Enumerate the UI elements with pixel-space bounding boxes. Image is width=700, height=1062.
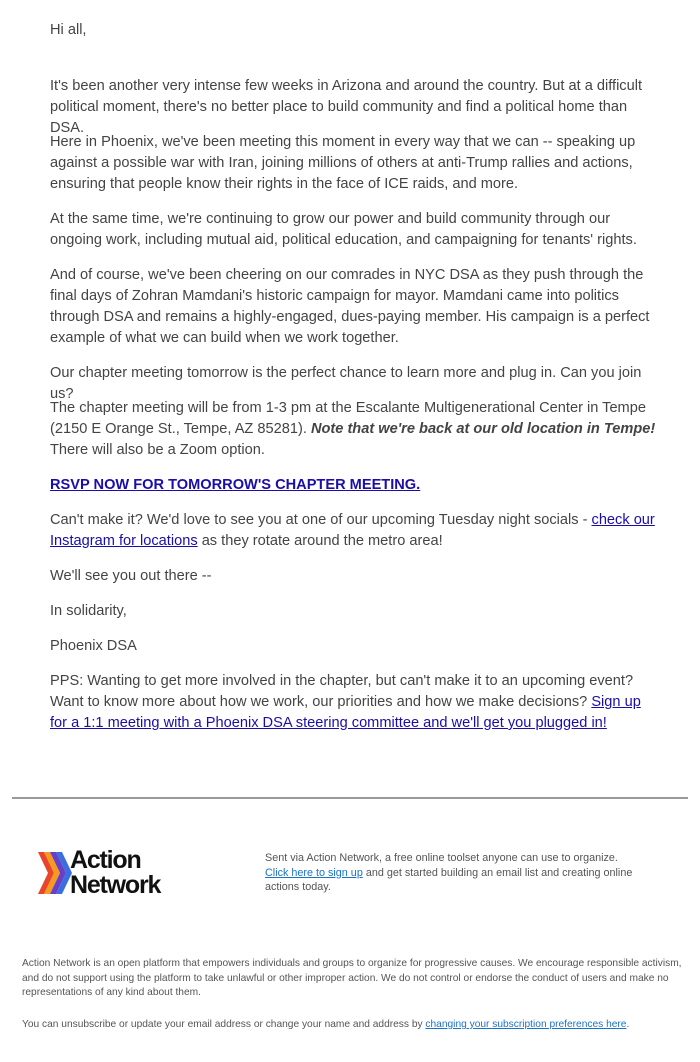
paragraph-growing-power: At the same time, we're continuing to grow our power and build community through our ongoing work, including mutual aid, political education, and campaigning for tenants' rights.: [50, 211, 637, 248]
paragraph-meeting-details: [50, 398, 660, 461]
unsubscribe-notice: [22, 1018, 682, 1033]
socials-text: Can't make it? We'd love to see you at one of our upcoming Tuesday night socials -: [50, 512, 592, 528]
rsvp-paragraph: [50, 475, 660, 496]
instagram-link[interactable]: check our Instagram for locations: [50, 512, 655, 549]
paragraph-phoenix: Here in Phoenix, we've been meeting this moment in every way that we can -- speaking up against a possible war with Iran, joining millions of others at anti-Trump rallies and actions, ensuring that people know their rights in the face of ICE raids, and more.: [50, 134, 636, 192]
signoff: In solidarity,: [50, 603, 127, 619]
greeting: Hi all,: [50, 22, 87, 38]
sign-up-link[interactable]: Click here to sign up: [265, 866, 363, 879]
pps-text: PPS: Wanting to get more involved in the chapter, but can't make it to an upcoming event? Want to know more about how we work, our priorities and how we make decisions?: [50, 673, 634, 710]
paragraph-mamdani: And of course, we've been cheering on our comrades in NYC DSA as they push through the final days of Zohran Mamdani's historic campaign for mayor. Mamdani came into politics through DSA and remains a highly-engaged, dues-paying member. His campaign is a perfect example of what we can build when we work together.: [50, 267, 650, 346]
location-note: Note that we're back at our old location in Tempe!: [310, 421, 656, 437]
steering-committee-link[interactable]: Sign up for a 1:1 meeting with a Phoenix DSA steering committee and we'll get you plugged in!: [50, 694, 641, 731]
unsubscribe-text: You can unsubscribe or update your email address or change your name and address by: [22, 1019, 426, 1030]
action-network-logo[interactable]: [38, 846, 198, 900]
paragraph-socials: [50, 510, 660, 552]
logo-word-action: Action: [70, 846, 141, 874]
paragraph-see-you: We'll see you out there --: [50, 568, 212, 584]
signature: Phoenix DSA: [50, 638, 137, 654]
logo-word-network: Network: [70, 871, 161, 899]
footer-divider: [12, 797, 688, 799]
sent-tail: and get started building an email list and creating online actions today.: [265, 866, 633, 893]
rsvp-link[interactable]: RSVP NOW FOR TOMORROW'S CHAPTER MEETING.: [50, 477, 421, 493]
platform-disclaimer: Action Network is an open platform that empowers individuals and groups to organize for progressive causes. We encourage responsible activism, and do not support using the platform to take unlawful or other improper action. We do not control or endorse the conduct of users and make no representations of any kind about them.: [22, 958, 682, 998]
sent-text: Sent via Action Network, a free online toolset anyone can use to organize.: [265, 852, 618, 864]
paragraph-pps: [50, 671, 660, 734]
socials-tail: as they rotate around the metro area!: [197, 533, 443, 549]
action-network-logo-mark-icon: [38, 848, 72, 898]
paragraph-intro: It's been another very intense few weeks in Arizona and around the country. But at a difficult political moment, there's no better place to build community and find a political home than DSA.: [50, 78, 643, 136]
sent-via-notice: [265, 851, 635, 895]
subscription-preferences-link[interactable]: changing your subscription preferences here: [425, 1019, 627, 1030]
unsubscribe-tail: .: [626, 1019, 630, 1030]
zoom-note: There will also be a Zoom option.: [50, 442, 265, 458]
paragraph-chapter-meeting: Our chapter meeting tomorrow is the perfect chance to learn more and plug in. Can you join us?: [50, 365, 642, 402]
meeting-details-text: The chapter meeting will be from 1-3 pm at the Escalante Multigenerational Center in Tempe (2150 E Orange St., Tempe, AZ 85281).: [50, 400, 646, 437]
